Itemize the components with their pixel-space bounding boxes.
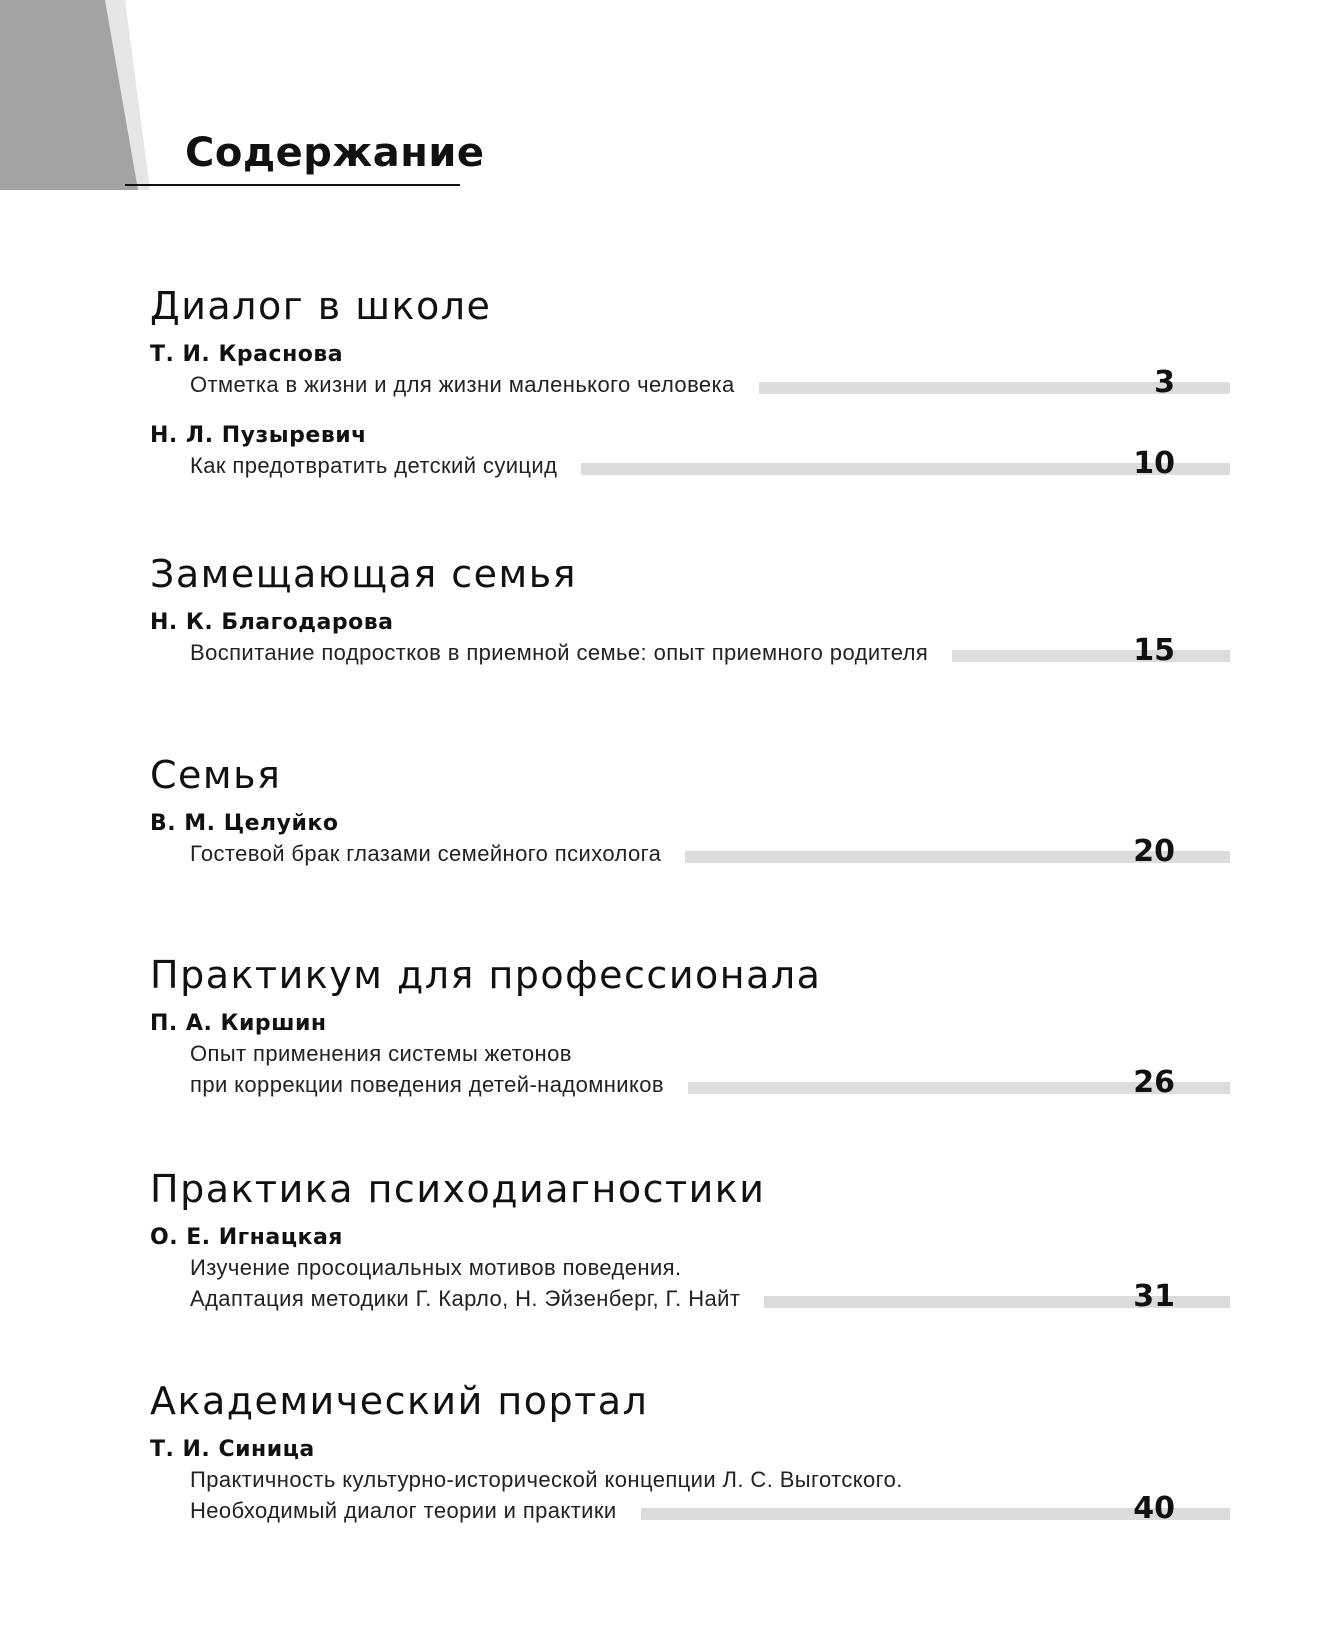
entry-title-line: Воспитание подростков в приемной семье: опыт приемного родителя [190, 640, 929, 665]
entry-author: П. А. Киршин [150, 1011, 327, 1036]
entry-title-line: Адаптация методики Г. Карло, Н. Эйзенберг, Г. Найт [190, 1286, 741, 1311]
entry-title-line: Необходимый диалог теории и практики [190, 1498, 617, 1523]
section-title: Замещающая семья [150, 552, 577, 596]
toc-entry[interactable] [150, 1224, 1230, 1314]
section-title: Практикум для профессионала [150, 953, 822, 997]
entry-title-line: Опыт применения системы жетонов [190, 1041, 572, 1066]
toc-entry[interactable] [150, 810, 1230, 869]
toc-section [150, 752, 1230, 889]
toc-entry[interactable] [150, 609, 1230, 668]
entry-title-line: Практичность культурно-исторической концепции Л. С. Выготского. [190, 1467, 903, 1492]
entry-page-number: 3 [1154, 365, 1175, 400]
entry-page-number: 10 [1133, 446, 1175, 481]
entry-title-line: Отметка в жизни и для жизни маленького человека [190, 372, 735, 397]
toc-entry[interactable] [150, 1010, 1230, 1100]
toc-section [150, 1378, 1230, 1546]
toc-entry[interactable] [150, 422, 1230, 481]
entry-page-number: 15 [1133, 633, 1175, 668]
entry-page-number: 40 [1133, 1491, 1175, 1526]
section-title: Диалог в школе [150, 284, 492, 328]
entry-page-number: 31 [1133, 1279, 1175, 1314]
entry-title-line: Изучение просоциальных мотивов поведения. [190, 1255, 682, 1280]
section-title: Практика психодиагностики [150, 1167, 766, 1211]
toc-entry[interactable] [150, 341, 1230, 400]
entry-author: Т. И. Краснова [150, 342, 344, 367]
entry-author: Н. Л. Пузыревич [150, 423, 367, 448]
entry-author: Т. И. Синица [150, 1437, 315, 1462]
entry-author: В. М. Целуйко [150, 811, 339, 836]
entry-title-line: при коррекции поведения детей-надомников [190, 1072, 664, 1097]
title-underline [125, 184, 460, 186]
toc-entry[interactable] [150, 1436, 1230, 1526]
entry-author: Н. К. Благодарова [150, 610, 394, 635]
toc-section [150, 283, 1230, 501]
corner-decoration [0, 0, 160, 190]
toc-section [150, 551, 1230, 688]
section-title: Академический портал [150, 1379, 649, 1423]
page-leader-bar [952, 650, 1230, 662]
toc-section [150, 1166, 1230, 1334]
section-title: Семья [150, 753, 282, 797]
toc-section [150, 952, 1230, 1120]
entry-title-line: Как предотвратить детский суицид [190, 453, 558, 478]
entry-page-number: 20 [1133, 834, 1175, 869]
entry-author: О. Е. Игнацкая [150, 1225, 343, 1250]
page-title: Содержание [185, 130, 485, 176]
entry-page-number: 26 [1133, 1065, 1175, 1100]
entry-title-line: Гостевой брак глазами семейного психолога [190, 841, 662, 866]
